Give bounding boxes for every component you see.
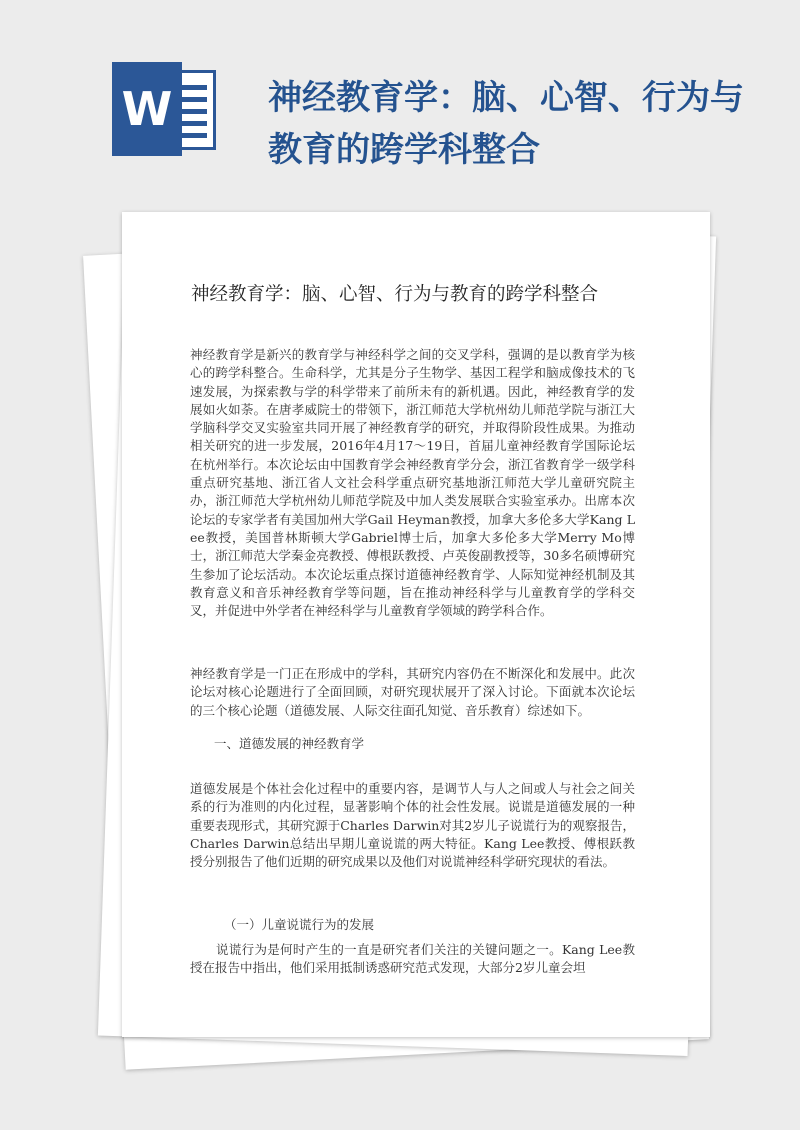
section-heading-moral-development: 一、道德发展的神经教育学 bbox=[214, 736, 365, 751]
subsection-heading-lying-behavior: （一）儿童说谎行为的发展 bbox=[224, 917, 375, 932]
word-letter-badge: W bbox=[112, 62, 182, 156]
document-title: 神经教育学：脑、心智、行为与教育的跨学科整合 bbox=[191, 284, 599, 305]
paragraph-intro: 神经教育学是新兴的教育学与神经科学之间的交叉学科，强调的是以教育学为核心的跨学科整合。生命科学，尤其是分子生物学、基因工程学和脑成像技术的飞速发展，为探索教与学的科学带来了前所未有的新机遇。因此，神经教育学的发展如火如荼。在唐孝威院士的带领下，浙江师范大学杭州幼儿师范学院与浙江大学脑科学交叉实验室共同开展了神经教育学的研究，并取得阶段性成果。为推动相关研究的进一步发展，2016年4月17～19日，首届儿童神经教育学国际论坛在杭州举行。本次论坛由中国教育学会神经教育学分会，浙江省教育学一级学科重点研究基地、浙江省人文社会科学重点研究基地浙江师范大学儿童研究院主办，浙江师范大学杭州幼儿师范学院及中加人类发展联合实验室承办。出席本次论坛的专家学者有美国加州大学Gail Heyman教授，加拿大多伦多大学Kang Lee教授，美国普林斯顿大学Gabriel博士后，加拿大多伦多大学Merry Mo博士，浙江师范大学秦金亮教授、傅根跃教授、卢英俊副教授等，30多名硕博研究生参加了论坛活动。本次论坛重点探讨道德神经教育学、人际知觉神经机制及其教育意义和音乐神经教育学等问题，旨在推动神经科学与儿童教育学的学科交叉，并促进中外学者在神经科学与儿童教育学领域的跨学科合作。 bbox=[190, 347, 635, 619]
paragraph-moral-development: 道德发展是个体社会化过程中的重要内容，是调节人与人之间或人与社会之间关系的行为准则的内化过程，显著影响个体的社会性发展。说谎是道德发展的一种重要表现形式，其研究源于Charles Darwin对其2岁儿子说谎行为的观察报告，Charles Darwin总结出早期儿童说谎的两大特征。Kang Lee教授、傅根跃教授分别报告了他们近期的研究成果以及他们对说谎神经科学研究现状的看法。 bbox=[190, 781, 635, 870]
banner-title: 神经教育学：脑、心智、行为与教育的跨学科整合 bbox=[268, 78, 744, 170]
banner bbox=[0, 0, 800, 215]
document-page bbox=[122, 212, 710, 1037]
paragraph-overview: 神经教育学是一门正在形成中的学科，其研究内容仍在不断深化和发展中。此次论坛对核心论题进行了全面回顾，对研究现状展开了深入讨论。下面就本次论坛的三个核心论题（道德发展、人际交往面孔知觉、音乐教育）综述如下。 bbox=[190, 666, 635, 718]
word-document-icon bbox=[112, 62, 220, 156]
paragraph-lying-behavior: 说谎行为是何时产生的一直是研究者们关注的关键问题之一。Kang Lee教授在报告中指出，他们采用抵制诱惑研究范式发现，大部分2岁儿童会坦 bbox=[190, 942, 635, 976]
